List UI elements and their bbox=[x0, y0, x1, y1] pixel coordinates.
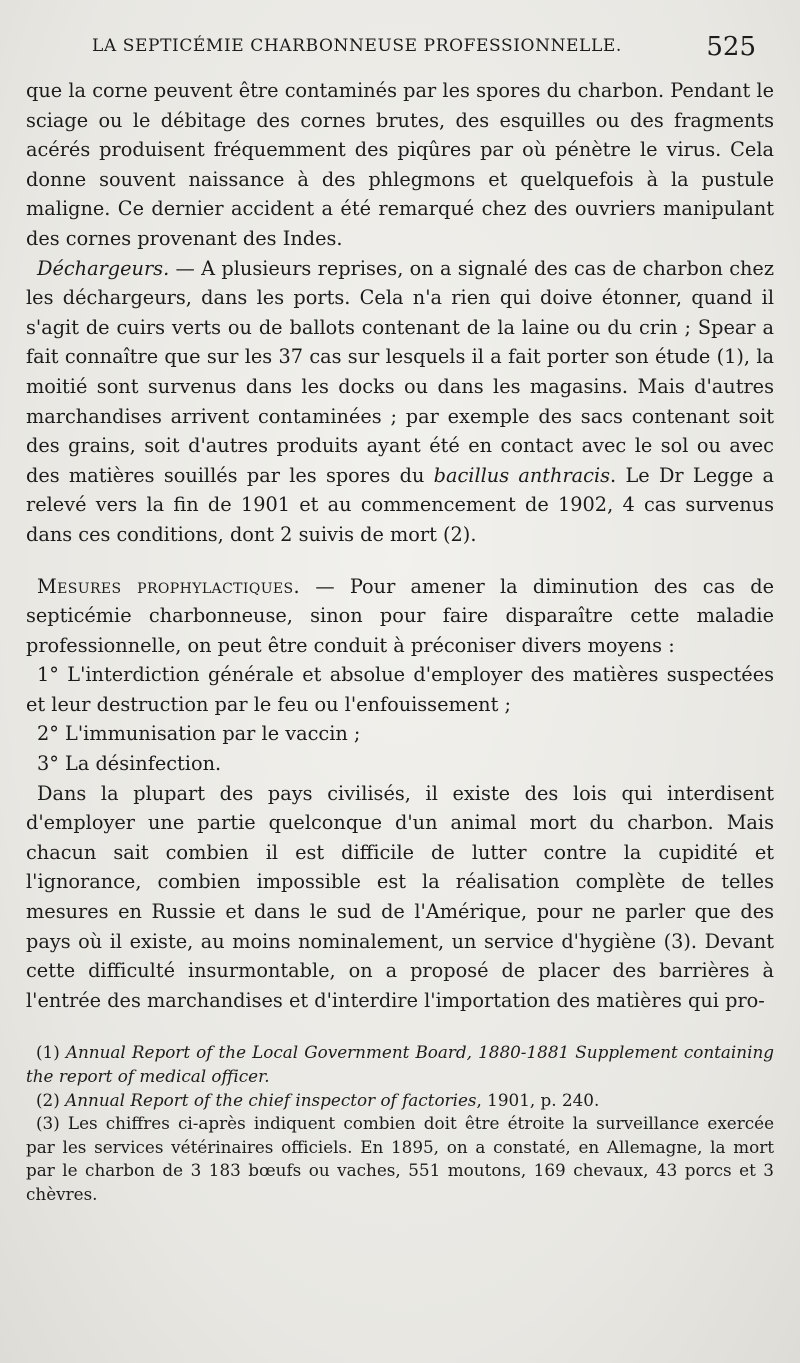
page-number: 525 bbox=[706, 32, 756, 62]
paragraph-dechargeurs bbox=[26, 254, 774, 550]
footnote-2 bbox=[26, 1089, 774, 1113]
list-item: 3° La désinfection. bbox=[37, 752, 222, 776]
running-header bbox=[26, 30, 774, 70]
footnotes bbox=[26, 1041, 774, 1206]
footnote-3: (3) Les chiffres ci-après indiquent combien doit être étroite la surveillance exercée par les services vétérinaires officiels. En 1895, on a constaté, en Allemagne, la mort par le charbon de 3 183 bœufs ou vaches, 551 moutons, 169 chevaux, 43 porcs et 3 chèvres. bbox=[26, 1113, 774, 1204]
list-item: 2° L'immunisation par le vaccin ; bbox=[37, 722, 361, 746]
main-text bbox=[26, 76, 774, 1015]
footnote-2-title: Annual Report of the chief inspector of factories bbox=[65, 1089, 477, 1110]
footnote-2-tail: , 1901, p. 240. bbox=[476, 1089, 600, 1110]
paragraph-dechargeurs-text-b: . Le Dr Legge a relevé vers la fin de 1901 et au commencement de 1902, 4 cas survenus dans ces conditions, dont 2 suivis de mort (2). bbox=[26, 463, 775, 546]
paragraph-cornes: que la corne peuvent être contaminés par les spores du charbon. Pendant le sciage ou le débitage des cornes brutes, des esquilles ou des fragments acérés produisent fréquemment des piqûres par où pénètre le virus. Cela donne souvent naissance à des phlegmons et quelquefois à la pustule maligne. Ce dernier accident a été remarqué chez des ouvriers manipulant des cornes provenant des Indes. bbox=[26, 79, 774, 250]
bacillus-name: bacillus anthracis bbox=[433, 463, 611, 487]
paragraph-mesures bbox=[26, 572, 774, 661]
section-heading-mesures: Mesures prophylactiques. bbox=[37, 574, 301, 598]
paragraph-dechargeurs-text-a: — A plusieurs reprises, on a signalé des cas de charbon chez les déchargeurs, dans les ports. Cela n'a rien qui doive étonner, quand il s'agit de cuirs verts ou de ballots contenant de la laine ou du crin ; Spear a fait connaître que sur les 37 cas sur lesquels il a fait porter son étude (1), la moitié sont survenus dans les docks ou dans les magasins. Mais d'autres marchandises arrivent contaminées ; par exemple des sacs contenant soit des grains, soit d'autres produits ayant été en contact avec le sol ou avec des matières souillés par les spores du bbox=[26, 256, 774, 487]
footnote-1-text: Annual Report of the Local Government Board, 1880-1881 Supplement containing the report of medical officer. bbox=[26, 1042, 774, 1086]
list-item: 1° L'interdiction générale et absolue d'employer des matières suspectées et leur destruction par le feu ou l'enfouissement ; bbox=[26, 663, 774, 716]
paragraph-mesures-text: — Pour amener la diminution des cas de septicémie charbonneuse, sinon pour faire disparaître cette maladie professionnelle, on peut être conduit à préconiser divers moyens : bbox=[26, 574, 774, 657]
paragraph-lois: Dans la plupart des pays civilisés, il existe des lois qui interdisent d'employer une partie quelconque d'un animal mort du charbon. Mais chacun sait combien il est difficile de lutter contre la cupidité et l'ignorance, combien impossible est la réalisation complète de telles mesures en Russie et dans le sud de l'Amérique, pour ne parler que des pays où il existe, au moins nominalement, un service d'hygiène (3). Devant cette difficulté insurmontable, on a proposé de placer des barrières à l'entrée des marchandises et d'interdire l'importation des matières qui pro- bbox=[26, 781, 774, 1012]
section-heading-dechargeurs: Déchargeurs. bbox=[37, 256, 170, 280]
footnote-2-mark: (2) bbox=[36, 1089, 66, 1110]
running-title: LA SEPTICÉMIE CHARBONNEUSE PROFESSIONNELLE. bbox=[92, 36, 622, 56]
footnote-1-mark: (1) bbox=[36, 1042, 66, 1063]
footnote-1 bbox=[26, 1041, 774, 1088]
